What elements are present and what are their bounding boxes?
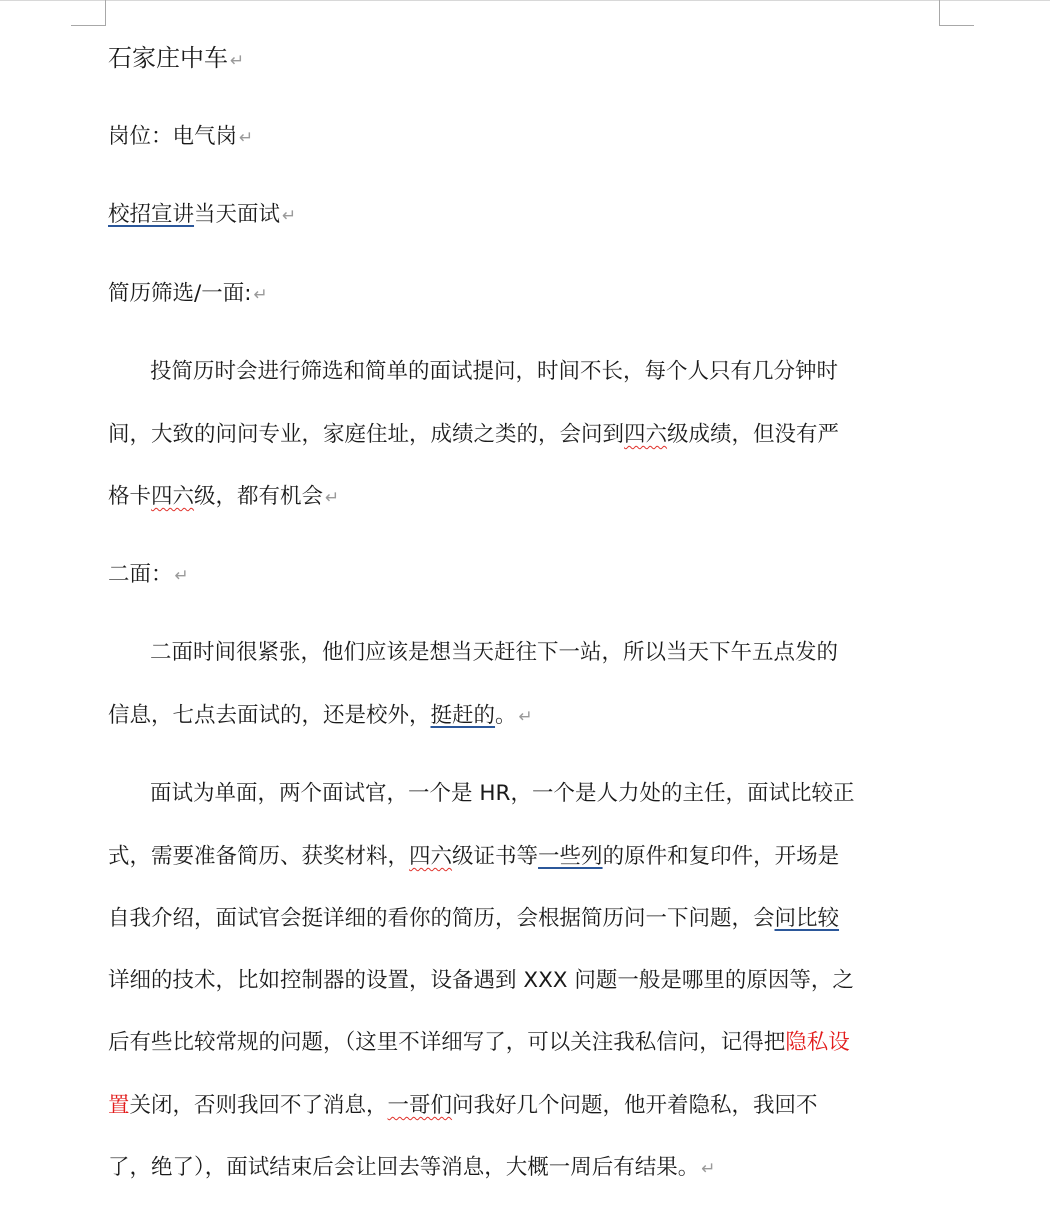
round1-line-1: 投简历时会进行筛选和简单的面试提问，时间不长，每个人只有几分钟时: [150, 359, 839, 384]
round1-line-2: 间，大致的问问专业，家庭住址，成绩之类的，会问到四六级成绩，但没有严: [108, 422, 840, 447]
grammar-underlined-text: 问比较: [774, 906, 840, 931]
red-highlighted-text: 隐私设: [785, 1030, 850, 1055]
round3-line-5: 后有些比较常规的问题，（这里不详细写了，可以关注我私信问，记得把隐私设: [108, 1030, 850, 1055]
round1-heading: 简历筛选/一面: ↵: [108, 281, 268, 306]
round3-line-4: 详细的技术，比如控制器的设置，设备遇到 XXX 问题一般是哪里的原因等，之: [108, 968, 854, 993]
round2-line-2: 信息，七点去面试的，还是校外，挺赶的。 ↵: [108, 703, 533, 728]
round3-line-2: 式，需要准备简历、获奖材料，四六级证书等一些列的原件和复印件，开场是: [108, 844, 840, 869]
spellcheck-underlined-text: 一哥们: [387, 1093, 453, 1118]
crop-mark-top-right: [939, 25, 974, 26]
paragraph-mark-icon: ↵: [701, 1159, 716, 1179]
round3-line-7: 了，绝了），面试结束后会让回去等消息，大概一周后有结果。 ↵: [108, 1155, 716, 1180]
grammar-underlined-text: 校招宣讲: [108, 202, 195, 227]
paragraph-mark-icon: ↵: [325, 488, 340, 508]
crop-mark-top-right-vertical: [939, 0, 940, 26]
crop-mark-top-left-vertical: [105, 0, 106, 26]
crop-mark-top-left: [71, 25, 106, 26]
position-line: 岗位：电气岗 ↵: [108, 124, 254, 149]
red-highlighted-text: 置: [108, 1093, 130, 1118]
paragraph-mark-icon: ↵: [253, 285, 268, 305]
paragraph-mark-icon: ↵: [282, 206, 297, 226]
round1-line-3: 格卡四六级，都有机会 ↵: [108, 484, 340, 509]
round2-line-1: 二面时间很紧张，他们应该是想当天赶往下一站，所以当天下午五点发的: [150, 640, 839, 665]
round3-line-1: 面试为单面，两个面试官，一个是 HR，一个是人力处的主任，面试比较正: [150, 781, 855, 806]
round3-line-3: 自我介绍，面试官会挺详细的看你的简历，会根据简历问一下问题，会问比较: [108, 906, 840, 931]
round2-heading: 二面： ↵: [108, 562, 189, 587]
paragraph-mark-icon: ↵: [174, 566, 189, 586]
spellcheck-underlined-text: 四六: [409, 844, 453, 869]
paragraph-mark-icon: ↵: [230, 51, 245, 71]
spellcheck-underlined-text: 四六: [151, 484, 195, 509]
paragraph-mark-icon: ↵: [239, 128, 254, 148]
paragraph-mark-icon: ↵: [518, 707, 533, 727]
round3-line-6: 置关闭，否则我回不了消息，一哥们问我好几个问题，他开着隐私，我回不: [108, 1093, 818, 1118]
document-title: 石家庄中车 ↵: [108, 44, 245, 72]
page-top-edge: [0, 0, 1050, 1]
grammar-underlined-text: 挺赶的: [430, 703, 496, 728]
grammar-underlined-text: 一些列: [538, 844, 603, 869]
campus-line: 校招宣讲当天面试 ↵: [108, 202, 297, 227]
spellcheck-underlined-text: 四六: [624, 422, 668, 447]
